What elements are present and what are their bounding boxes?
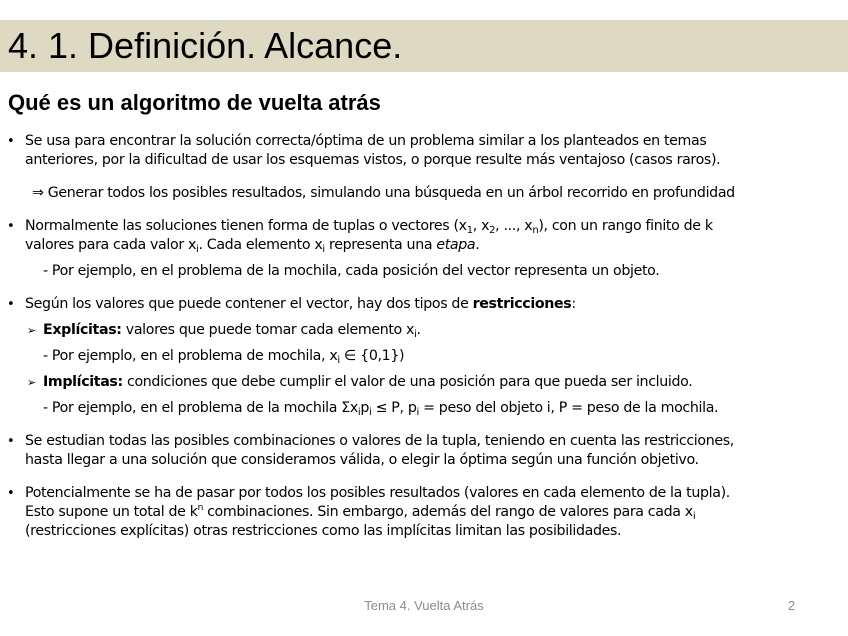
explicit-restrictions: Explícitas: valores que puede tomar cada elemento $x_i$. xyxy=(43,322,421,340)
bullet-4-line-2: hasta llegar a una solución que consideramos válida, o elegir la óptima según una función objetivo. xyxy=(25,452,699,468)
implicit-example: - Por ejemplo, en el problema de la mochila $\Sigma x_ip_i \le P$, $p_i$ = peso del objeto i, P = peso de la mochila. xyxy=(43,400,719,418)
footer-title: Tema 4. Vuelta Atrás xyxy=(364,598,484,613)
bullet-5-line-1: Potencialmente se ha de pasar por todos los posibles resultados (valores en cada elemento de la tupla). xyxy=(25,485,730,501)
page-number: 2 xyxy=(788,598,796,613)
bullet-1-line-2: anteriores, por la dificultad de usar los esquemas vistos, o porque resulte más ventajoso (casos raros). xyxy=(25,152,721,168)
arrow-bullet-icon: ➢ xyxy=(27,324,37,337)
bullet-icon: • xyxy=(7,486,15,501)
bullet-1-line-1: Se usa para encontrar la solución correcta/óptima de un problema similar a los planteados en temas xyxy=(25,133,707,149)
arrow-bullet-icon: ➢ xyxy=(27,376,37,389)
slide-title: 4. 1. Definición. Alcance. xyxy=(8,25,403,66)
bullet-2-line-1: Normalmente las soluciones tienen forma de tuplas o vectores ($x_1$, $x_2$, ..., $x_n$), con un rango finito de k xyxy=(25,218,713,236)
bullet-2-line-2: valores para cada valor $x_i$. Cada elemento $x_i$ representa una etapa. xyxy=(25,237,480,255)
bullet-2-example: - Por ejemplo, en el problema de la mochila, cada posición del vector representa un objeto. xyxy=(43,263,660,279)
bullet-5-line-3: (restricciones explícitas) otras restricciones como las implícitas limitan las posibilidades. xyxy=(25,523,622,539)
bullet-4-line-1: Se estudian todas las posibles combinaciones o valores de la tupla, teniendo en cuenta las restricciones, xyxy=(25,433,734,449)
slide-subtitle: Qué es un algoritmo de vuelta atrás xyxy=(8,90,381,115)
bullet-5-line-2: Esto supone un total de $k^n$ combinaciones. Sin embargo, además del rango de valores para cada $x_i$ xyxy=(25,503,696,522)
bullet-icon: • xyxy=(7,297,15,312)
implicit-restrictions: Implícitas: condiciones que debe cumplir el valor de una posición para que pueda ser incluido. xyxy=(43,374,693,390)
explicit-example: - Por ejemplo, en el problema de mochila, $x_i$ ∈ {0,1}) xyxy=(43,348,405,366)
bullet-icon: • xyxy=(7,434,15,449)
bullet-3-line-1: Según los valores que puede contener el vector, hay dos tipos de restricciones: xyxy=(25,296,576,312)
bullet-icon: • xyxy=(7,219,15,234)
implication-line: ⇒ Generar todos los posibles resultados, simulando una búsqueda en un árbol recorrido en profundidad xyxy=(32,185,735,201)
bullet-icon: • xyxy=(7,134,15,149)
